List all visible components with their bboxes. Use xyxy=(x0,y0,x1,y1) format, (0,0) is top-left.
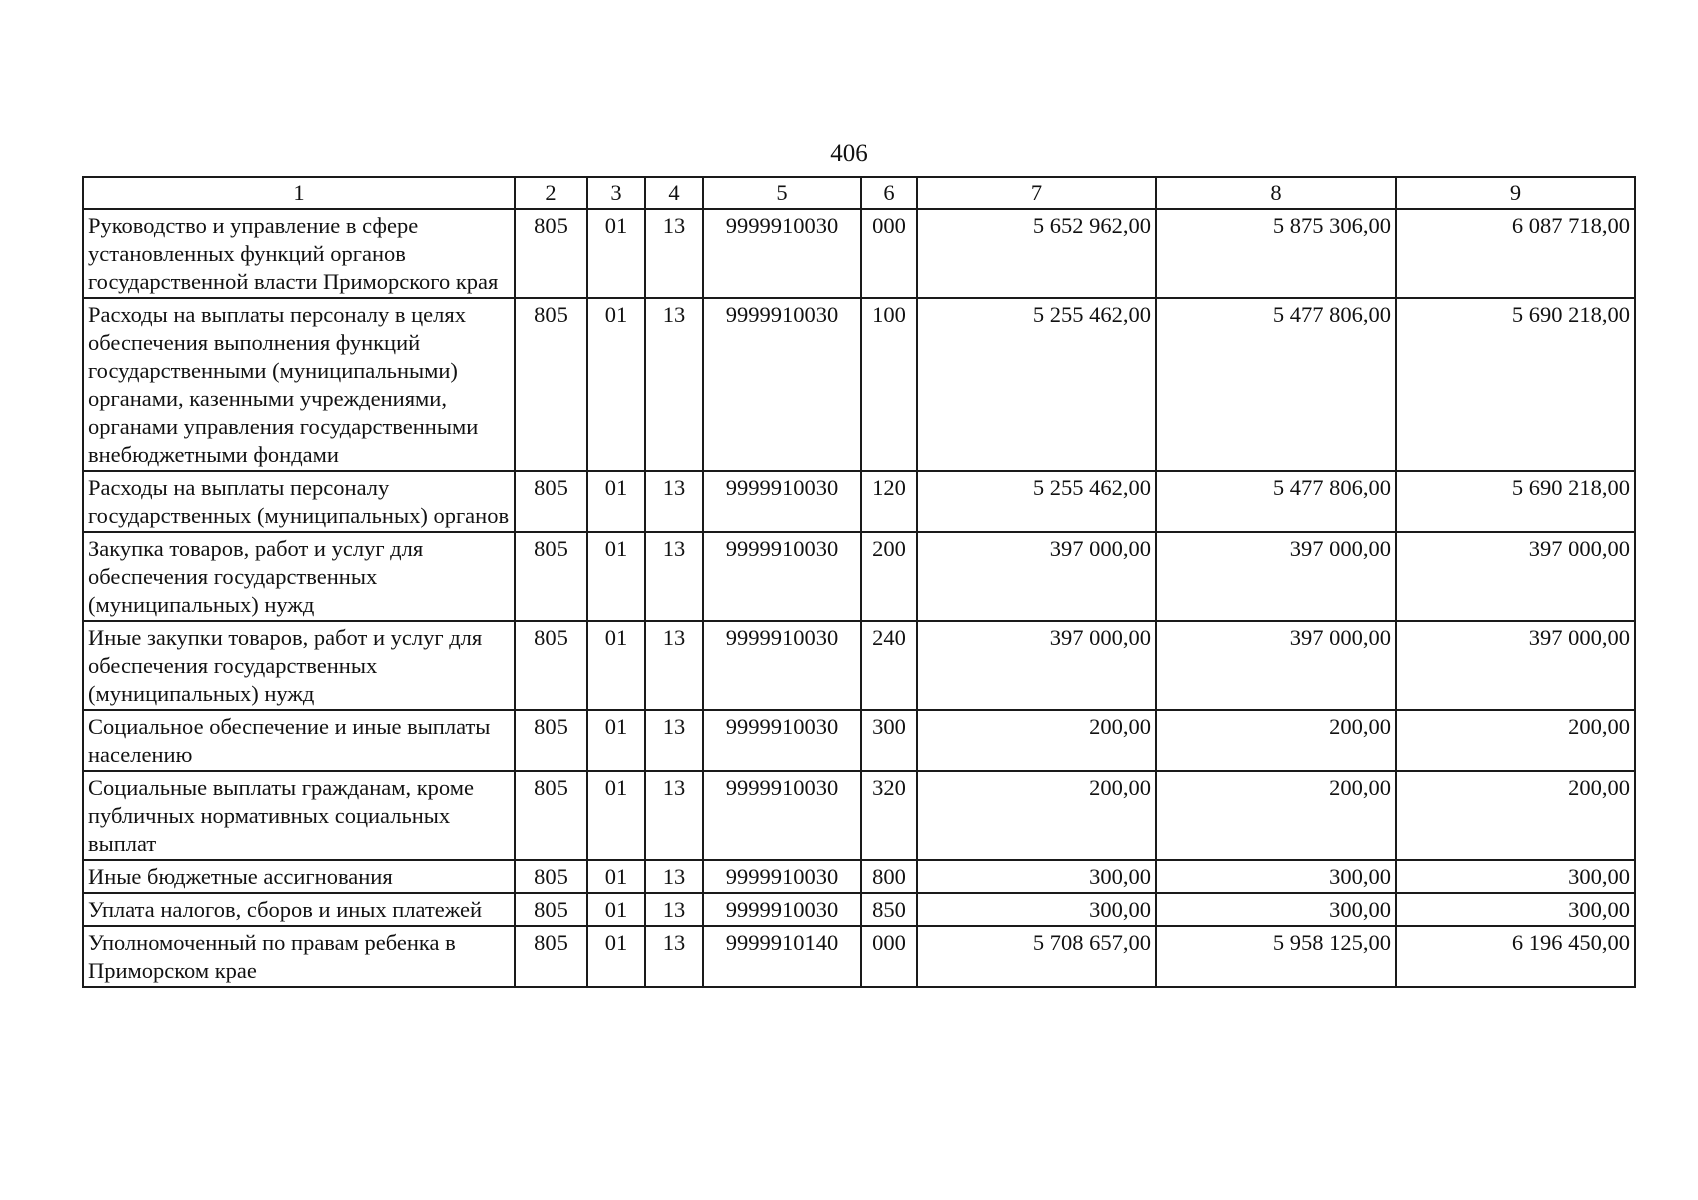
amount-col7: 300,00 xyxy=(917,893,1156,926)
target-article-code: 9999910030 xyxy=(703,621,861,710)
column-header: 6 xyxy=(861,177,917,209)
table-row xyxy=(83,771,1635,860)
section-code: 01 xyxy=(587,893,645,926)
row-name: Иные закупки товаров, работ и услуг для обеспечения государственных (муниципальных) нужд xyxy=(83,621,515,710)
target-article-code: 9999910030 xyxy=(703,771,861,860)
table-row xyxy=(83,710,1635,771)
column-header: 4 xyxy=(645,177,703,209)
ministry-code: 805 xyxy=(515,621,587,710)
target-article-code: 9999910030 xyxy=(703,860,861,893)
expense-type-code: 000 xyxy=(861,926,917,987)
amount-col9: 200,00 xyxy=(1396,710,1635,771)
subsection-code: 13 xyxy=(645,860,703,893)
amount-col7: 200,00 xyxy=(917,710,1156,771)
target-article-code: 9999910030 xyxy=(703,471,861,532)
ministry-code: 805 xyxy=(515,860,587,893)
target-article-code: 9999910030 xyxy=(703,893,861,926)
amount-col8: 5 875 306,00 xyxy=(1156,209,1396,298)
amount-col9: 5 690 218,00 xyxy=(1396,298,1635,471)
row-name: Иные бюджетные ассигнования xyxy=(83,860,515,893)
row-name: Уполномоченный по правам ребенка в Приморском крае xyxy=(83,926,515,987)
amount-col8: 397 000,00 xyxy=(1156,621,1396,710)
expense-type-code: 200 xyxy=(861,532,917,621)
amount-col7: 300,00 xyxy=(917,860,1156,893)
expense-type-code: 240 xyxy=(861,621,917,710)
amount-col8: 200,00 xyxy=(1156,710,1396,771)
table-row xyxy=(83,926,1635,987)
section-code: 01 xyxy=(587,298,645,471)
section-code: 01 xyxy=(587,471,645,532)
ministry-code: 805 xyxy=(515,298,587,471)
column-header: 7 xyxy=(917,177,1156,209)
subsection-code: 13 xyxy=(645,893,703,926)
row-name: Расходы на выплаты персоналу государственных (муниципальных) органов xyxy=(83,471,515,532)
amount-col7: 5 652 962,00 xyxy=(917,209,1156,298)
target-article-code: 9999910030 xyxy=(703,209,861,298)
amount-col8: 5 477 806,00 xyxy=(1156,471,1396,532)
row-name: Социальные выплаты гражданам, кроме публичных нормативных социальных выплат xyxy=(83,771,515,860)
section-code: 01 xyxy=(587,926,645,987)
expense-type-code: 800 xyxy=(861,860,917,893)
column-header: 5 xyxy=(703,177,861,209)
expense-type-code: 000 xyxy=(861,209,917,298)
target-article-code: 9999910030 xyxy=(703,532,861,621)
amount-col7: 397 000,00 xyxy=(917,532,1156,621)
column-header: 2 xyxy=(515,177,587,209)
amount-col7: 5 708 657,00 xyxy=(917,926,1156,987)
table-row xyxy=(83,298,1635,471)
amount-col7: 397 000,00 xyxy=(917,621,1156,710)
section-code: 01 xyxy=(587,621,645,710)
amount-col8: 397 000,00 xyxy=(1156,532,1396,621)
table-row xyxy=(83,209,1635,298)
section-code: 01 xyxy=(587,860,645,893)
subsection-code: 13 xyxy=(645,621,703,710)
amount-col8: 5 958 125,00 xyxy=(1156,926,1396,987)
subsection-code: 13 xyxy=(645,926,703,987)
column-header: 8 xyxy=(1156,177,1396,209)
amount-col9: 397 000,00 xyxy=(1396,532,1635,621)
ministry-code: 805 xyxy=(515,893,587,926)
amount-col9: 200,00 xyxy=(1396,771,1635,860)
column-header: 3 xyxy=(587,177,645,209)
header-row xyxy=(83,177,1635,209)
page-number: 406 xyxy=(830,140,868,167)
amount-col9: 6 196 450,00 xyxy=(1396,926,1635,987)
subsection-code: 13 xyxy=(645,710,703,771)
ministry-code: 805 xyxy=(515,209,587,298)
amount-col8: 200,00 xyxy=(1156,771,1396,860)
ministry-code: 805 xyxy=(515,771,587,860)
subsection-code: 13 xyxy=(645,771,703,860)
row-name: Руководство и управление в сфере установленных функций органов государственной власти Приморского края xyxy=(83,209,515,298)
ministry-code: 805 xyxy=(515,471,587,532)
amount-col9: 300,00 xyxy=(1396,893,1635,926)
subsection-code: 13 xyxy=(645,532,703,621)
table-row xyxy=(83,893,1635,926)
subsection-code: 13 xyxy=(645,209,703,298)
amount-col8: 300,00 xyxy=(1156,860,1396,893)
ministry-code: 805 xyxy=(515,532,587,621)
table-row xyxy=(83,471,1635,532)
column-header: 1 xyxy=(83,177,515,209)
expense-type-code: 300 xyxy=(861,710,917,771)
amount-col7: 200,00 xyxy=(917,771,1156,860)
section-code: 01 xyxy=(587,209,645,298)
ministry-code: 805 xyxy=(515,710,587,771)
target-article-code: 9999910030 xyxy=(703,298,861,471)
table-row xyxy=(83,532,1635,621)
section-code: 01 xyxy=(587,532,645,621)
expense-type-code: 100 xyxy=(861,298,917,471)
section-code: 01 xyxy=(587,710,645,771)
target-article-code: 9999910140 xyxy=(703,926,861,987)
table-row xyxy=(83,860,1635,893)
expense-type-code: 120 xyxy=(861,471,917,532)
amount-col9: 397 000,00 xyxy=(1396,621,1635,710)
section-code: 01 xyxy=(587,771,645,860)
target-article-code: 9999910030 xyxy=(703,710,861,771)
amount-col8: 300,00 xyxy=(1156,893,1396,926)
budget-table xyxy=(82,176,1636,988)
row-name: Социальное обеспечение и иные выплаты населению xyxy=(83,710,515,771)
subsection-code: 13 xyxy=(645,471,703,532)
amount-col8: 5 477 806,00 xyxy=(1156,298,1396,471)
expense-type-code: 850 xyxy=(861,893,917,926)
ministry-code: 805 xyxy=(515,926,587,987)
expense-type-code: 320 xyxy=(861,771,917,860)
amount-col7: 5 255 462,00 xyxy=(917,471,1156,532)
row-name: Расходы на выплаты персоналу в целях обеспечения выполнения функций государственными (муниципальными) органами, казенными учреждениями, органами управления государственными внебюджетными фондами xyxy=(83,298,515,471)
row-name: Уплата налогов, сборов и иных платежей xyxy=(83,893,515,926)
row-name: Закупка товаров, работ и услуг для обеспечения государственных (муниципальных) нужд xyxy=(83,532,515,621)
subsection-code: 13 xyxy=(645,298,703,471)
amount-col9: 300,00 xyxy=(1396,860,1635,893)
amount-col9: 5 690 218,00 xyxy=(1396,471,1635,532)
amount-col7: 5 255 462,00 xyxy=(917,298,1156,471)
column-header: 9 xyxy=(1396,177,1635,209)
amount-col9: 6 087 718,00 xyxy=(1396,209,1635,298)
table-row xyxy=(83,621,1635,710)
